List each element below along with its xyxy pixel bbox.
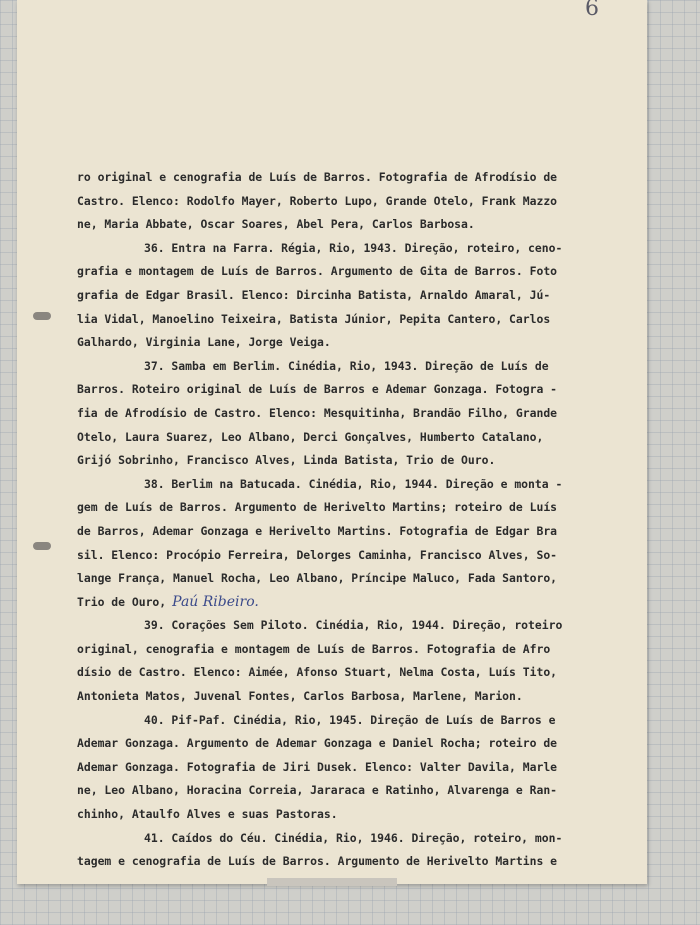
- line-text: fia de Afrodísio de Castro. Elenco: Mesquitinha, Brandão Filho, Grande: [77, 405, 558, 420]
- text-line: [77, 284, 605, 308]
- text-line: [77, 709, 605, 733]
- text-line: [77, 803, 605, 827]
- handwritten-annotation: Paú Ribeiro.: [172, 593, 259, 610]
- text-line: [77, 237, 605, 261]
- line-text: 39. Corações Sem Piloto. Cinédia, Rio, 1944. Direção, roteiro: [144, 618, 563, 633]
- line-text: 41. Caídos do Céu. Cinédia, Rio, 1946. Direção, roteiro, mon-: [144, 830, 563, 845]
- line-text: 36. Entra na Farra. Régia, Rio, 1943. Direção, roteiro, ceno-: [144, 240, 563, 255]
- text-line: [77, 614, 605, 638]
- binder-hole-mark: [33, 312, 51, 320]
- text-line: [77, 685, 605, 709]
- text-line: [77, 827, 605, 851]
- line-text: 40. Pif-Paf. Cinédia, Rio, 1945. Direção de Luís de Barros e: [144, 712, 556, 727]
- line-text: 38. Berlim na Batucada. Cinédia, Rio, 1944. Direção e monta -: [144, 476, 563, 491]
- line-text: ne, Leo Albano, Horacina Correia, Jararaca e Ratinho, Alvarenga e Ran-: [77, 783, 558, 798]
- text-line: [77, 850, 605, 874]
- torn-edge: [267, 878, 397, 886]
- text-line: [77, 520, 605, 544]
- line-text: Ademar Gonzaga. Argumento de Ademar Gonzaga e Daniel Rocha; roteiro de: [77, 736, 558, 751]
- line-text: ne, Maria Abbate, Oscar Soares, Abel Pera, Carlos Barbosa.: [77, 217, 475, 232]
- line-text: gem de Luís de Barros. Argumento de Herivelto Martins; roteiro de Luís: [77, 500, 558, 515]
- text-line: [77, 426, 605, 450]
- text-line: [77, 732, 605, 756]
- text-line: [77, 496, 605, 520]
- text-line: [77, 260, 605, 284]
- text-line: [77, 190, 605, 214]
- line-text: lia Vidal, Manoelino Teixeira, Batista Júnior, Pepita Cantero, Carlos: [77, 311, 551, 326]
- line-text: lange França, Manuel Rocha, Leo Albano, Príncipe Maluco, Fada Santoro,: [77, 571, 558, 586]
- line-text: Grijó Sobrinho, Francisco Alves, Linda Batista, Trio de Ouro.: [77, 453, 496, 468]
- text-line: [77, 567, 605, 591]
- text-line: [77, 213, 605, 237]
- text-line: [77, 355, 605, 379]
- text-line: [77, 331, 605, 355]
- line-text: Otelo, Laura Suarez, Leo Albano, Derci Gonçalves, Humberto Catalano,: [77, 429, 544, 444]
- line-text: 37. Samba em Berlim. Cinédia, Rio, 1943. Direção de Luís de: [144, 358, 549, 373]
- text-line: [77, 591, 605, 615]
- line-text: Antonieta Matos, Juvenal Fontes, Carlos Barbosa, Marlene, Marion.: [77, 689, 523, 704]
- line-text: chinho, Ataulfo Alves e suas Pastoras.: [77, 807, 338, 822]
- line-text: Galhardo, Virginia Lane, Jorge Veiga.: [77, 335, 331, 350]
- binder-hole-mark: [33, 542, 51, 550]
- text-line: [77, 166, 605, 190]
- text-line: [77, 473, 605, 497]
- text-line: [77, 449, 605, 473]
- line-text: tagem e cenografia de Luís de Barros. Argumento de Herivelto Martins e: [77, 854, 558, 869]
- text-line: [77, 544, 605, 568]
- line-text: Ademar Gonzaga. Fotografia de Jiri Dusek. Elenco: Valter Davila, Marle: [77, 759, 558, 774]
- page-number: 6: [585, 0, 599, 21]
- line-text: Trio de Ouro,: [77, 594, 167, 609]
- text-line: [77, 779, 605, 803]
- line-text: dísio de Castro. Elenco: Aimée, Afonso Stuart, Nelma Costa, Luís Tito,: [77, 665, 558, 680]
- line-text: de Barros, Ademar Gonzaga e Herivelto Martins. Fotografia de Edgar Bra: [77, 523, 558, 538]
- line-text: Castro. Elenco: Rodolfo Mayer, Roberto Lupo, Grande Otelo, Frank Mazzo: [77, 193, 558, 208]
- typed-text-body: [77, 166, 605, 874]
- document-page: [17, 0, 647, 884]
- line-text: grafia de Edgar Brasil. Elenco: Dircinha Batista, Arnaldo Amaral, Jú-: [77, 287, 551, 302]
- text-line: [77, 756, 605, 780]
- line-text: Barros. Roteiro original de Luís de Barros e Ademar Gonzaga. Fotogra -: [77, 382, 558, 397]
- line-text: ro original e cenografia de Luís de Barros. Fotografia de Afrodísio de: [77, 170, 558, 184]
- line-text: sil. Elenco: Procópio Ferreira, Delorges Caminha, Francisco Alves, So-: [77, 547, 558, 562]
- line-text: original, cenografia e montagem de Luís de Barros. Fotografia de Afro: [77, 641, 551, 656]
- text-line: [77, 638, 605, 662]
- text-line: [77, 661, 605, 685]
- text-line: [77, 308, 605, 332]
- line-text: grafia e montagem de Luís de Barros. Argumento de Gita de Barros. Foto: [77, 264, 558, 279]
- text-line: [77, 402, 605, 426]
- text-line: [77, 378, 605, 402]
